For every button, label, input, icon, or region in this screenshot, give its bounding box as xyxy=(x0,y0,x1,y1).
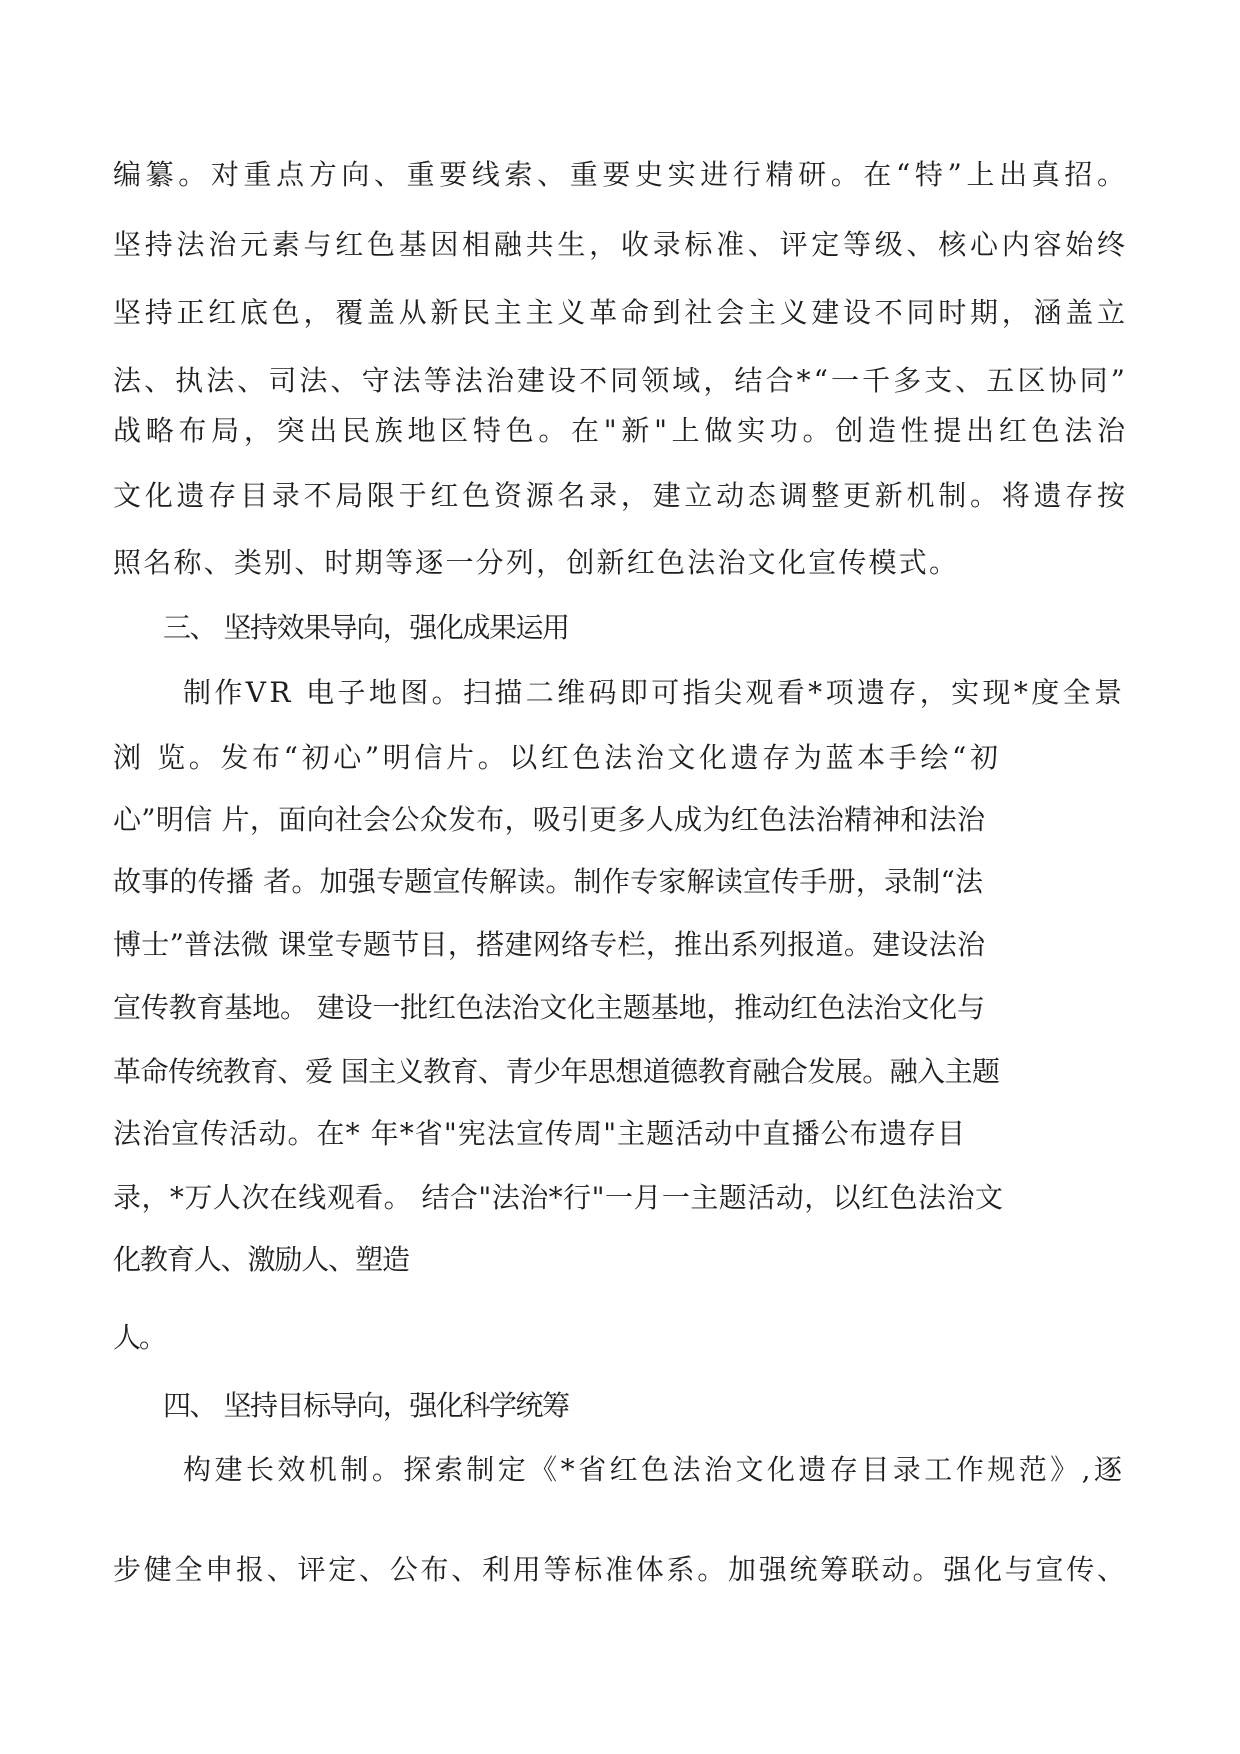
body-text-line: 革命传统教育、爱 国主义教育、青少年思想道德教育融合发展。融入主题 xyxy=(113,1055,1000,1088)
body-text-line: 录，*万人次在线观看。 结合"法治*行"一月一主题活动，以红色法治文 xyxy=(113,1181,1004,1214)
body-text-line: 法治宣传活动。在* 年*省"宪法宣传周"主题活动中直播公布遗存目 xyxy=(113,1117,967,1150)
body-text-line: 步健全申报、评定、公布、利用等标准体系。加强统筹联动。强化与宣传、 xyxy=(113,1553,1128,1586)
section-heading: 三、 坚持效果导向，强化成果运用 xyxy=(163,611,569,644)
body-text-line: 文化遗存目录不局限于红色资源名录，建立动态调整更新机制。将遗存按 xyxy=(113,479,1129,512)
body-text-line: 制作VR 电子地图。扫描二维码即可指尖观看*项遗存，实现*度全景 xyxy=(183,676,1126,709)
body-text-line: 坚持法治元素与红色基因相融共生，收录标准、评定等级、核心内容始终 xyxy=(113,228,1129,261)
body-text-line: 化教育人、激励人、塑造 xyxy=(113,1243,409,1276)
body-text-line: 构建长效机制。探索制定《*省红色法治文化遗存目录工作规范》,逐 xyxy=(183,1453,1126,1486)
body-text-line: 浏 览。发布“初心”明信片。以红色法治文化遗存为蓝本手绘“初 xyxy=(113,741,1002,774)
body-text-line: 法、执法、司法、守法等法治建设不同领域，结合*“一千多支、五区协同” xyxy=(113,364,1129,397)
body-text-line: 战略布局，突出民族地区特色。在"新"上做实功。创造性提出红色法治 xyxy=(113,414,1130,447)
body-text-line: 编纂。对重点方向、重要线索、重要史实进行精研。在“特”上出真招。 xyxy=(113,158,1130,191)
body-text-line: 照名称、类别、时期等逐一分列，创新红色法治文化宣传模式。 xyxy=(113,546,960,579)
body-text-line: 博士”普法微 课堂专题节目，搭建网络专栏，推出系列报道。建设法治 xyxy=(113,928,986,961)
body-text-line: 故事的传播 者。加强专题宣传解读。制作专家解读宣传手册，录制“法 xyxy=(113,865,984,898)
section-heading: 四、 坚持目标导向，强化科学统筹 xyxy=(163,1389,569,1422)
body-text-line: 心”明信 片，面向社会公众发布，吸引更多人成为红色法治精神和法治 xyxy=(113,803,986,836)
body-text-line: 人。 xyxy=(113,1321,165,1354)
body-text-line: 坚持正红底色，覆盖从新民主主义革命到社会主义建设不同时期，涵盖立 xyxy=(113,296,1129,329)
body-text-line: 宣传教育基地。 建设一批红色法治文化主题基地，推动红色法治文化与 xyxy=(113,991,985,1024)
